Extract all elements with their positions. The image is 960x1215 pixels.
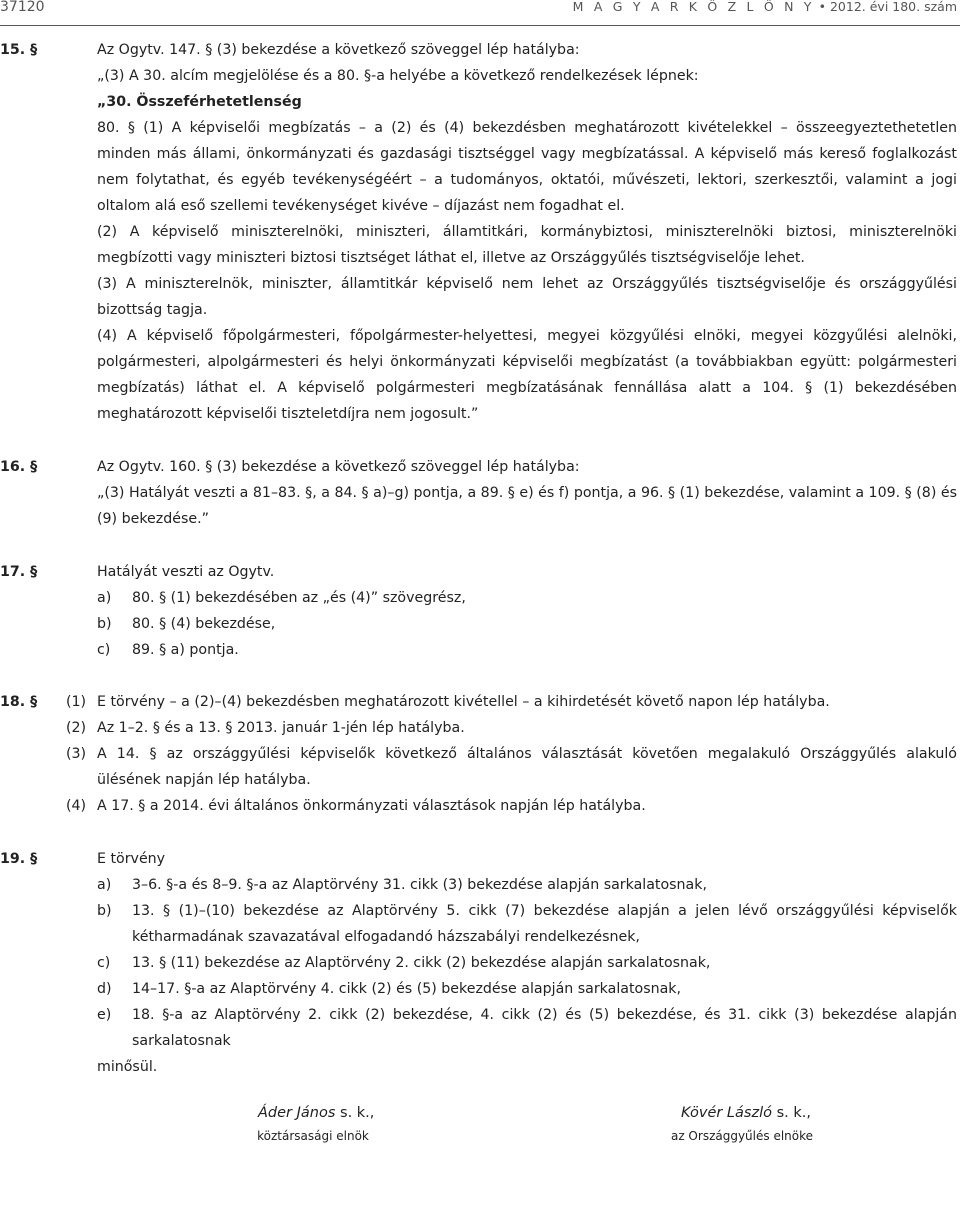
paragraph-label: (1)	[66, 694, 87, 710]
para-80-3-line: bizottság tagja.	[97, 302, 208, 318]
list-item: 13. § (1)–(10) bekezdése az Alaptörvény 5. cikk (7) bekezdése alapján a jelen lévő országgyűlési képviselők	[132, 903, 957, 919]
signatory-name: Áder János	[258, 1105, 336, 1121]
subtitle-heading: „30. Összeférhetetlenség	[97, 94, 302, 110]
paragraph-text: A 14. § az országgyűlési képviselők következő általános választását követően megalakuló Országgyűlés alakuló	[97, 746, 957, 762]
paragraph-text: E törvény – a (2)–(4) bekezdésben meghatározott kivétellel – a kihirdetését követő napon lép hatályba.	[97, 694, 830, 710]
header-rule	[0, 25, 960, 26]
list-label: d)	[97, 981, 112, 997]
list-label: a)	[97, 590, 112, 606]
page-number: 37120	[0, 0, 45, 15]
para-80-4-line: (4) A képviselő főpolgármesteri, főpolgármester-helyettesi, megyei közgyűlési elnöki, megyei közgyűlési alelnöki,	[97, 328, 957, 344]
issue-number: 2012. évi 180. szám	[829, 0, 957, 14]
list-label: e)	[97, 1007, 112, 1023]
list-item: 89. § a) pontja.	[132, 642, 239, 658]
amendment-intro: „(3) A 30. alcím megjelölése és a 80. §-a helyébe a következő rendelkezések lépnek:	[97, 68, 699, 84]
closing-word: minősül.	[97, 1059, 158, 1075]
section-16-intro: Az Ogytv. 160. § (3) bekezdése a következő szöveggel lép hatályba:	[97, 459, 580, 475]
signed-mark: s. k.,	[771, 1105, 811, 1121]
list-label: b)	[97, 903, 112, 919]
para-80-1-line: minden más állami, önkormányzati és gazdasági tisztséggel vagy megbízatással. A képviselő más kereső foglalkozást	[97, 146, 957, 162]
paragraph-label: (4)	[66, 798, 87, 814]
section-number: 18. §	[0, 694, 38, 710]
para-80-1-line: 80. § (1) A képviselői megbízatás – a (2) és (4) bekezdésben meghatározott kivételekkel – összeegyeztethetetlen	[97, 120, 957, 136]
paragraph-text: A 17. § a 2014. évi általános önkormányzati választások napján lép hatályba.	[97, 798, 646, 814]
paragraph-text: Az 1–2. § és a 13. § 2013. január 1-jén lép hatályba.	[97, 720, 465, 736]
section-number: 15. §	[0, 42, 38, 58]
paragraph-label: (3)	[66, 746, 87, 762]
para-80-3-line: (3) A miniszterelnök, miniszter, államtitkár képviselő nem lehet az Országgyűlés tisztségviselője és országgyűlési	[97, 276, 957, 292]
list-item: 13. § (11) bekezdése az Alaptörvény 2. cikk (2) bekezdése alapján sarkalatosnak,	[132, 955, 711, 971]
section-number: 16. §	[0, 459, 38, 475]
signatory-title: az Országgyűlés elnöke	[670, 1129, 814, 1143]
list-item: sarkalatosnak	[132, 1033, 231, 1049]
president-signature	[258, 1103, 374, 1123]
list-label: c)	[97, 955, 111, 971]
list-item: kétharmadának szavazatával elfogadandó házszabályi rendelkezésnek,	[132, 929, 640, 945]
list-item: 3–6. §-a és 8–9. §-a az Alaptörvény 31. cikk (3) bekezdése alapján sarkalatosnak,	[132, 877, 707, 893]
section-number: 19. §	[0, 851, 38, 867]
list-label: c)	[97, 642, 111, 658]
signatory-name: Kövér László	[681, 1105, 772, 1121]
header-bullet: •	[818, 0, 826, 14]
para-80-4-line: polgármesteri, alpolgármesteri és helyi önkormányzati képviselői megbízatást (a továbbiakban együtt: polgármesteri	[97, 354, 957, 370]
journal-title	[573, 0, 957, 14]
list-item: 80. § (4) bekezdése,	[132, 616, 276, 632]
para-80-2-line: megbízotti vagy miniszteri biztosi tisztséget láthat el, illetve az Országgyűlés tisztségviselője lehet.	[97, 250, 805, 266]
section-15-intro: Az Ogytv. 147. § (3) bekezdése a következő szöveggel lép hatályba:	[97, 42, 580, 58]
signed-mark: s. k.,	[335, 1105, 375, 1121]
list-label: b)	[97, 616, 112, 632]
para-80-1-line: oltalom alá eső szellemi tevékenységet kivéve – díjazást nem fogadhat el.	[97, 198, 625, 214]
list-label: a)	[97, 877, 112, 893]
section-number: 17. §	[0, 564, 38, 580]
para-80-2-line: (2) A képviselő miniszterelnöki, miniszteri, államtitkári, kormánybiztosi, miniszterelnöki biztosi, miniszterelnöki	[97, 224, 957, 240]
list-item: 14–17. §-a az Alaptörvény 4. cikk (2) és (5) bekezdése alapján sarkalatosnak,	[132, 981, 682, 997]
list-item: 18. §-a az Alaptörvény 2. cikk (2) bekezdése, 4. cikk (2) és (5) bekezdése, és 31. cikk (3) bekezdése alapján	[132, 1007, 957, 1023]
list-item: 80. § (1) bekezdésében az „és (4)” szövegrész,	[132, 590, 466, 606]
section-17-intro: Hatályát veszti az Ogytv.	[97, 564, 275, 580]
page-header	[0, 0, 960, 22]
section-19-intro: E törvény	[97, 851, 166, 867]
paragraph-text: ülésének napján lép hatályba.	[97, 772, 311, 788]
section-16-text-line: (9) bekezdése.”	[97, 511, 209, 527]
paragraph-label: (2)	[66, 720, 87, 736]
para-80-4-line: meghatározott képviselői tiszteletdíjra nem jogosult.”	[97, 406, 479, 422]
para-80-4-line: megbízatás) láthat el. A képviselő polgármesteri megbízatásának fennállása alatt a 104. § (1) bekezdésében	[97, 380, 957, 396]
section-16-text-line: „(3) Hatályát veszti a 81–83. §, a 84. § a)–g) pontja, a 89. § e) és f) pontja, a 96. § (1) bekezdése, valamint a 109. § (8) és	[97, 485, 957, 501]
para-80-1-line: nem folytathat, és egyéb tevékenységéért – a tudományos, oktatói, művészeti, lektori, szerkesztői, valamint a jogi	[97, 172, 957, 188]
speaker-signature	[681, 1103, 811, 1123]
journal-name: M A G Y A R K Ö Z L Ö N Y	[572, 0, 815, 14]
signatory-title: köztársasági elnök	[257, 1129, 369, 1143]
